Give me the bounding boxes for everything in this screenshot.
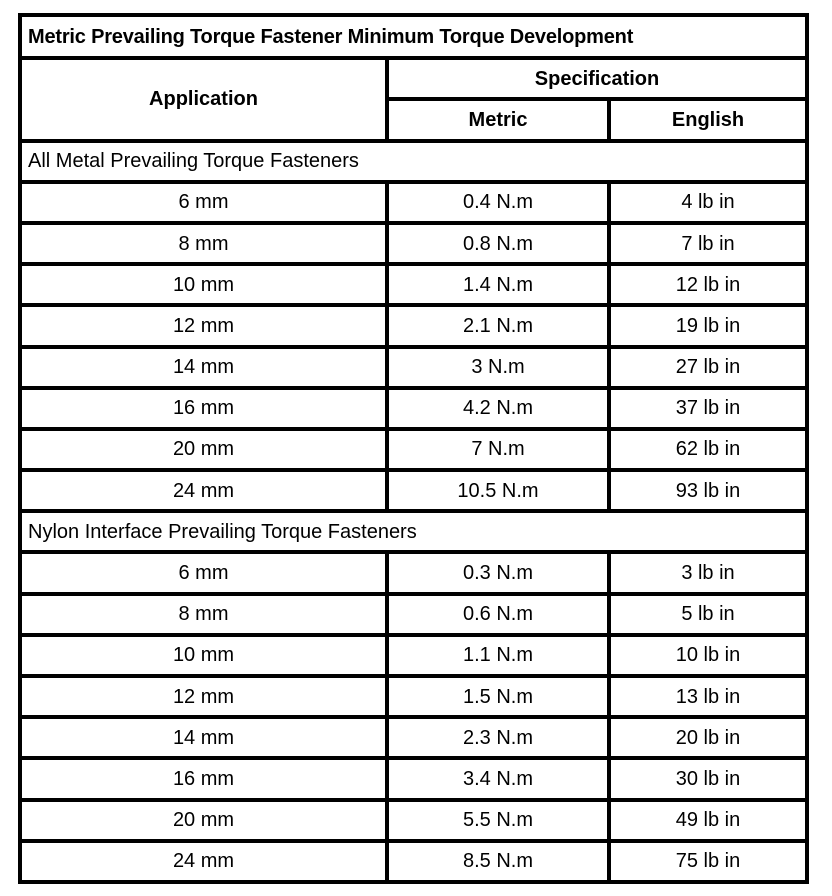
english-value-cell: 7 lb in: [609, 223, 807, 264]
header-metric: Metric: [387, 99, 609, 140]
header-row-top: [20, 58, 807, 99]
table-row: [20, 552, 807, 593]
table-row: [20, 429, 807, 470]
metric-value-cell: 2.3 N.m: [387, 717, 609, 758]
english-value-cell: 5 lb in: [609, 594, 807, 635]
table-row: [20, 841, 807, 882]
metric-value-cell: 2.1 N.m: [387, 305, 609, 346]
metric-value-cell: 4.2 N.m: [387, 388, 609, 429]
english-value-cell: 12 lb in: [609, 264, 807, 305]
section-row-nylon-interface: [20, 511, 807, 552]
english-value-cell: 4 lb in: [609, 182, 807, 223]
application-cell: 24 mm: [20, 470, 387, 511]
table-row: [20, 800, 807, 841]
metric-value-cell: 3.4 N.m: [387, 758, 609, 799]
english-value-cell: 19 lb in: [609, 305, 807, 346]
table-row: [20, 758, 807, 799]
table-row: [20, 223, 807, 264]
application-cell: 6 mm: [20, 182, 387, 223]
application-cell: 6 mm: [20, 552, 387, 593]
header-english: English: [609, 99, 807, 140]
section-label-all-metal: All Metal Prevailing Torque Fasteners: [20, 141, 807, 182]
application-cell: 12 mm: [20, 305, 387, 346]
title-row: [20, 15, 807, 58]
table-row: [20, 347, 807, 388]
metric-value-cell: 0.6 N.m: [387, 594, 609, 635]
english-value-cell: 62 lb in: [609, 429, 807, 470]
english-value-cell: 75 lb in: [609, 841, 807, 882]
metric-value-cell: 0.4 N.m: [387, 182, 609, 223]
english-value-cell: 27 lb in: [609, 347, 807, 388]
english-value-cell: 10 lb in: [609, 635, 807, 676]
metric-value-cell: 1.5 N.m: [387, 676, 609, 717]
header-application: Application: [20, 58, 387, 140]
table-row: [20, 305, 807, 346]
english-value-cell: 3 lb in: [609, 552, 807, 593]
application-cell: 10 mm: [20, 264, 387, 305]
table-row: [20, 264, 807, 305]
header-specification: Specification: [387, 58, 807, 99]
english-value-cell: 93 lb in: [609, 470, 807, 511]
table-row: [20, 635, 807, 676]
application-cell: 8 mm: [20, 594, 387, 635]
metric-value-cell: 0.8 N.m: [387, 223, 609, 264]
application-cell: 24 mm: [20, 841, 387, 882]
english-value-cell: 30 lb in: [609, 758, 807, 799]
application-cell: 8 mm: [20, 223, 387, 264]
english-value-cell: 20 lb in: [609, 717, 807, 758]
table-row: [20, 182, 807, 223]
application-cell: 14 mm: [20, 717, 387, 758]
application-cell: 16 mm: [20, 758, 387, 799]
english-value-cell: 37 lb in: [609, 388, 807, 429]
metric-value-cell: 8.5 N.m: [387, 841, 609, 882]
metric-value-cell: 0.3 N.m: [387, 552, 609, 593]
application-cell: 10 mm: [20, 635, 387, 676]
section-label-nylon-interface: Nylon Interface Prevailing Torque Fasteners: [20, 511, 807, 552]
application-cell: 20 mm: [20, 800, 387, 841]
table-title: Metric Prevailing Torque Fastener Minimum Torque Development: [20, 15, 807, 58]
table-row: [20, 717, 807, 758]
metric-value-cell: 5.5 N.m: [387, 800, 609, 841]
application-cell: 16 mm: [20, 388, 387, 429]
metric-value-cell: 7 N.m: [387, 429, 609, 470]
application-cell: 14 mm: [20, 347, 387, 388]
table-row: [20, 470, 807, 511]
torque-development-table: [18, 13, 809, 884]
application-cell: 12 mm: [20, 676, 387, 717]
metric-value-cell: 3 N.m: [387, 347, 609, 388]
english-value-cell: 13 lb in: [609, 676, 807, 717]
table-row: [20, 594, 807, 635]
metric-value-cell: 10.5 N.m: [387, 470, 609, 511]
table-row: [20, 676, 807, 717]
table-row: [20, 388, 807, 429]
section-row-all-metal: [20, 141, 807, 182]
english-value-cell: 49 lb in: [609, 800, 807, 841]
application-cell: 20 mm: [20, 429, 387, 470]
metric-value-cell: 1.1 N.m: [387, 635, 609, 676]
metric-value-cell: 1.4 N.m: [387, 264, 609, 305]
